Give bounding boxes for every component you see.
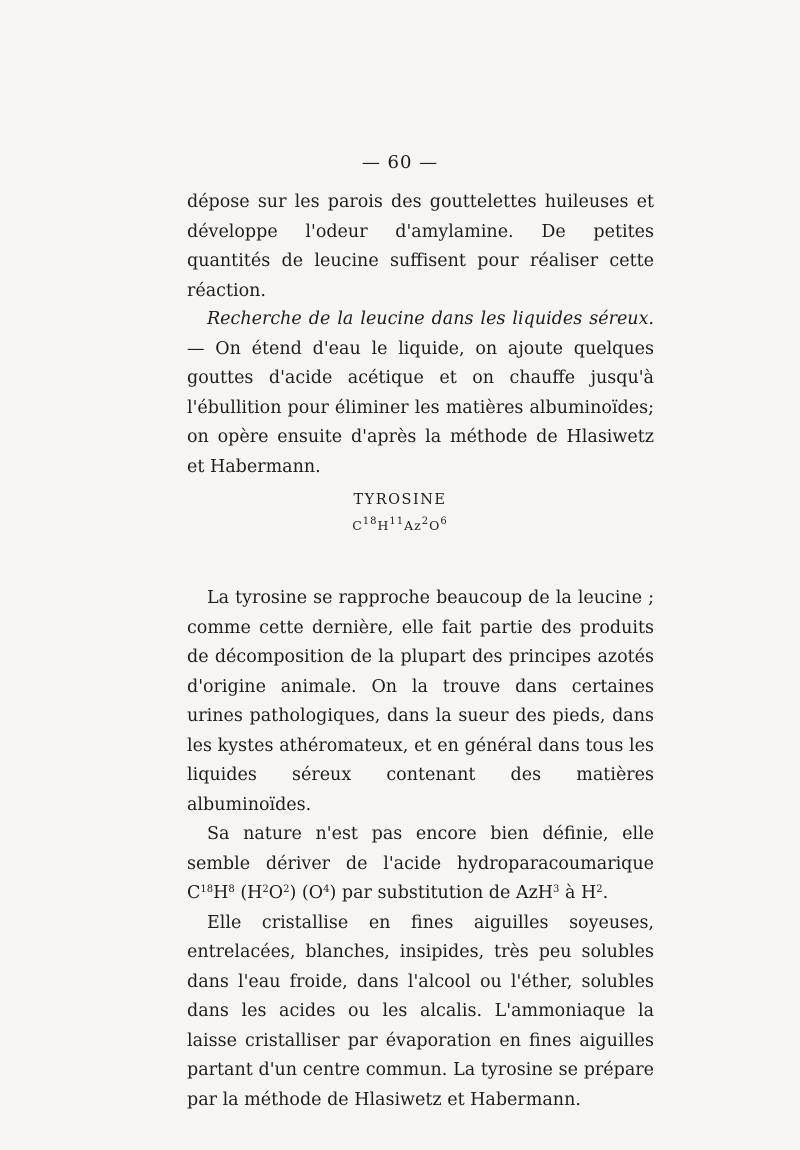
- formula-h-count: 11: [389, 516, 405, 527]
- p4-sup-4: 2: [283, 884, 290, 895]
- formula-c: C: [352, 518, 363, 533]
- chemical-formula: [0, 518, 800, 533]
- formula-h: H: [377, 518, 390, 533]
- paragraph-3: La tyrosine se rapproche beaucoup de la leucine ; comme cette dernière, elle fait partie des produits de décomposition de la plupart des principes azotés d'origine animale. On la trouve dans certaines urines pathologiques, dans la sueur des pieds, dans les kystes athéromateux, et en général dans tous les liquides séreux contenant des matières albuminoïdes.: [187, 588, 654, 815]
- p4-text-8: .: [602, 883, 609, 903]
- p4-sup-1: 18: [200, 884, 214, 895]
- p4-text-6: ) par substitution de AzH: [329, 883, 554, 903]
- section-heading: TYROSINE: [353, 492, 447, 508]
- paragraph-1: dépose sur les parois des gouttelettes huileuses et développe l'odeur d'amylamine. De petites quantités de leucine suffisent pour réaliser cette réaction.: [187, 192, 654, 301]
- paragraph-5: Elle cristallise en fines aiguilles soyeuses, entrelacées, blanches, insipides, très peu solubles dans l'eau froide, dans l'alcool ou l'éther, solubles dans les acides ou les alcalis. L'ammoniaque la laisse cristalliser par évaporation en fines aiguilles partant d'un centre commun. La tyrosine se prépare par la méthode de Hlasiwetz et Habermann.: [187, 912, 654, 1110]
- paragraph-2: [187, 305, 654, 482]
- section-leucine-sereux: [187, 305, 654, 482]
- page-number: — 60 —: [361, 152, 439, 173]
- p4-text-5: ) (O: [289, 883, 324, 903]
- p4-text-4: O: [268, 883, 284, 903]
- formula-o: O: [429, 518, 441, 533]
- formula-az: Az: [404, 518, 422, 533]
- p4-text-2: H: [213, 883, 229, 903]
- p4-sup-3: 2: [262, 884, 269, 895]
- formula-az-count: 2: [421, 516, 430, 527]
- p4-sup-2: 8: [228, 884, 235, 895]
- p4-text-3: (H: [234, 883, 263, 903]
- p4-text-7: à H: [559, 883, 597, 903]
- section-title: Recherche de la leucine dans les liquides séreux.: [207, 309, 654, 329]
- p4-sup-6: 3: [553, 884, 560, 895]
- p4-text-1: Sa nature n'est pas encore bien définie, elle semble dériver de l'acide hydroparacoumarique C: [187, 824, 654, 903]
- formula-c-count: 18: [362, 516, 378, 527]
- paragraph-continued: [187, 188, 654, 306]
- section-text: — On étend d'eau le liquide, on ajoute quelques gouttes d'acide acétique et on chauffe jusqu'à l'ébullition pour éliminer les matières albuminoïdes; on opère ensuite d'après la méthode de Hlasiwetz et Habermann.: [187, 338, 654, 477]
- section-tyrosine-body: [187, 584, 654, 1115]
- p4-sup-5: 4: [323, 884, 330, 895]
- formula-o-count: 6: [440, 516, 448, 527]
- paragraph-4: [187, 820, 654, 909]
- p4-sup-7: 2: [596, 884, 603, 895]
